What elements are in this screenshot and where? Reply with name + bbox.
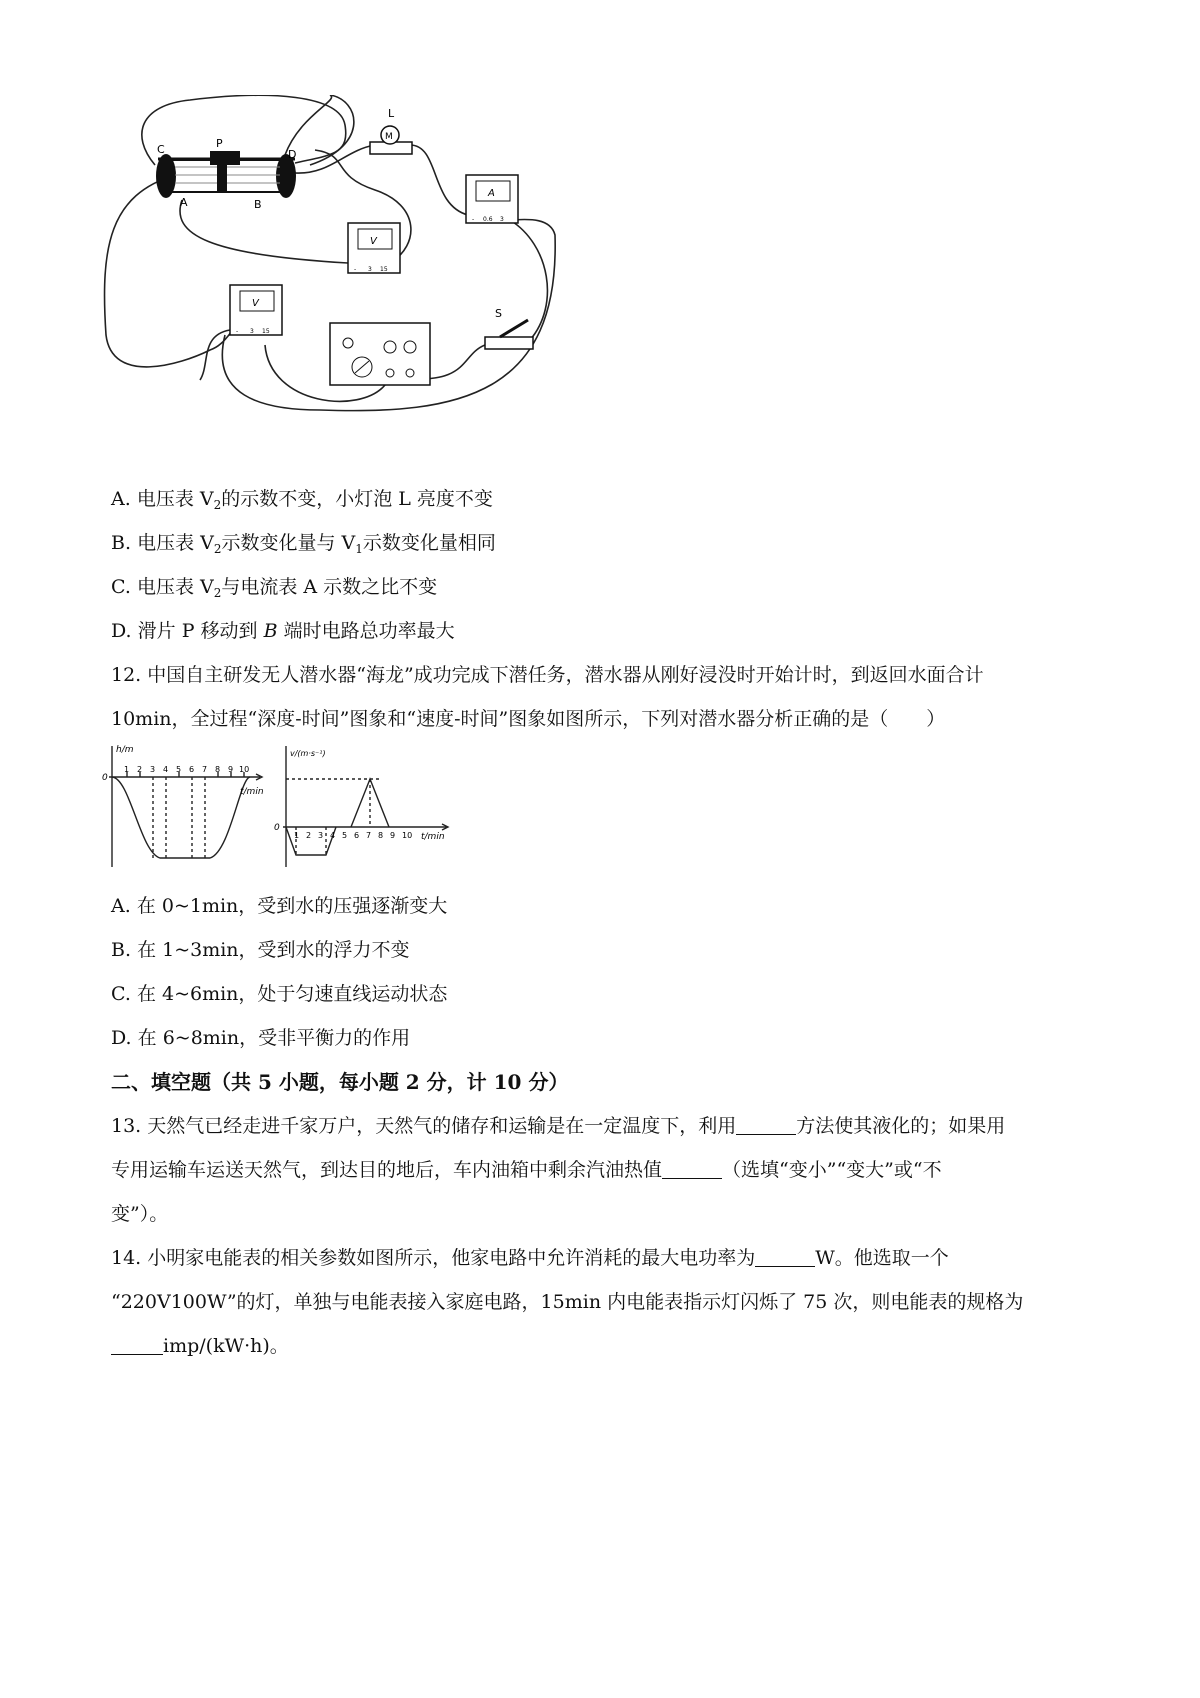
option-text: 的示数不变，小灯泡 L 亮度不变 [221, 488, 493, 510]
power-supply [330, 323, 430, 385]
ammeter-scale-minus: - [472, 216, 475, 223]
option-text: 在 6~8min，受非平衡力的作用 [137, 1027, 411, 1049]
q11-option-d [111, 617, 455, 645]
label-C: C [157, 143, 165, 156]
depth-tick: 10 [239, 765, 250, 774]
v1-scale-15: 15 [380, 266, 388, 273]
depth-xlabel: t/min [240, 787, 264, 797]
v2-scale-minus: - [236, 328, 239, 335]
q12-option-a [111, 892, 447, 920]
speed-tick: 5 [342, 831, 348, 840]
speed-tick: 1 [294, 831, 300, 840]
answer-blank[interactable] [736, 1116, 796, 1135]
subscript: 1 [355, 542, 363, 556]
option-letter: D. [111, 1027, 132, 1049]
q12-option-b [111, 936, 410, 964]
section-heading: 二、填空题（共 5 小题，每小题 2 分，计 10 分） [111, 1070, 569, 1094]
label-P: P [216, 137, 223, 150]
question-text: 专用运输车运送天然气，到达目的地后，车内油箱中剩余汽油热值 [111, 1159, 663, 1181]
ammeter-symbol: A [488, 188, 495, 199]
subscript: 2 [213, 586, 222, 600]
v2-scale-15: 15 [262, 328, 270, 335]
ammeter [466, 175, 518, 223]
depth-tick: 8 [215, 765, 221, 774]
q11-option-a [111, 485, 493, 519]
speed-tick: 10 [402, 831, 413, 840]
v1-scale-minus: - [354, 266, 357, 273]
circuit-diagram [100, 95, 600, 465]
speed-tick: 9 [390, 831, 396, 840]
depth-tick: 7 [202, 765, 208, 774]
q13-line3: 变”）。 [111, 1203, 169, 1225]
v2-scale-3: 3 [250, 328, 254, 335]
depth-time-graph [100, 742, 272, 870]
speed-tick: 8 [378, 831, 384, 840]
option-text: 滑片 P 移动到 [137, 620, 264, 642]
q14-line2: “220V100W”的灯，单独与电能表接入家庭电路，15min 内电能表指示灯闪烁了 75 次，则电能表的规格为 [111, 1291, 1024, 1313]
q14-line1 [111, 1244, 949, 1272]
option-letter: C. [111, 576, 131, 598]
depth-tick: 5 [176, 765, 182, 774]
q12-stem-line2: 10min，全过程“深度-时间”图象和“速度-时间”图象如图所示，下列对潜水器分析正确的是（ ） [111, 708, 946, 730]
option-text: 电压表 V [137, 532, 214, 554]
ammeter-scale-06: 0.6 [483, 216, 493, 223]
speed-tick: 7 [366, 831, 372, 840]
q11-option-c [111, 573, 437, 607]
ammeter-scale-3: 3 [500, 216, 504, 223]
option-text: 在 0~1min，受到水的压强逐渐变大 [136, 895, 448, 917]
option-letter: A. [111, 488, 131, 510]
label-L: L [388, 107, 395, 120]
rheostat [156, 137, 296, 211]
option-letter: D. [111, 620, 132, 642]
option-letter: A. [111, 895, 131, 917]
depth-ylabel: h/m [116, 745, 134, 755]
option-text: 在 4~6min，处于匀速直线运动状态 [136, 983, 448, 1005]
q12-option-c [111, 980, 447, 1008]
speed-time-graph [272, 742, 454, 870]
voltmeter2-symbol: V [252, 298, 259, 309]
depth-origin: 0 [102, 773, 108, 783]
voltmeter1-symbol: V [370, 236, 377, 247]
q13-line2 [111, 1156, 942, 1184]
q11-option-b [111, 529, 496, 563]
answer-blank[interactable] [111, 1336, 163, 1355]
option-text: 电压表 V [136, 576, 214, 598]
label-M: M [385, 132, 393, 142]
lamp [370, 107, 412, 154]
option-text: 与电流表 A 示数之比不变 [221, 576, 438, 598]
speed-xlabel: t/min [421, 832, 445, 842]
speed-tick: 2 [306, 831, 312, 840]
subscript: 2 [213, 542, 222, 556]
voltmeter-v2 [230, 285, 282, 335]
q14-line3 [111, 1332, 289, 1360]
option-text: 电压表 V [136, 488, 214, 510]
speed-tick: 6 [354, 831, 360, 840]
question-text: 14. 小明家电能表的相关参数如图所示，他家电路中允许消耗的最大电功率为 [111, 1247, 756, 1269]
label-D: D [288, 148, 297, 161]
depth-tick: 2 [137, 765, 143, 774]
v1-scale-3: 3 [368, 266, 372, 273]
depth-tick: 1 [124, 765, 130, 774]
option-text: 在 1~3min，受到水的浮力不变 [137, 939, 410, 961]
option-text: 示数变化量与 V [221, 532, 356, 554]
depth-tick: 4 [163, 765, 169, 774]
question-text: 方法使其液化的；如果用 [796, 1115, 1006, 1137]
label-A: A [180, 196, 188, 209]
option-text: 端时电路总功率最大 [277, 620, 455, 642]
option-text: 示数变化量相同 [362, 532, 496, 554]
subscript: 2 [213, 498, 222, 512]
answer-blank[interactable] [755, 1248, 815, 1267]
switch [485, 307, 533, 349]
speed-tick: 4 [330, 831, 336, 840]
option-italic: B [263, 620, 278, 642]
q12-stem-line1: 12. 中国自主研发无人潜水器“海龙”成功完成下潜任务，潜水器从刚好浸没时开始计时，到返回水面合计 [111, 664, 984, 686]
option-letter: B. [111, 532, 132, 554]
depth-tick: 6 [189, 765, 195, 774]
voltmeter-v1 [348, 223, 400, 273]
q13-line1 [111, 1112, 1005, 1140]
speed-tick: 3 [318, 831, 324, 840]
question-text: W。他选取一个 [815, 1247, 949, 1269]
question-text: imp/(kW·h)。 [163, 1335, 289, 1357]
speed-ylabel: v/(m·s⁻¹) [290, 749, 326, 758]
q12-option-d [111, 1024, 410, 1052]
label-S: S [495, 307, 502, 320]
depth-tick: 3 [150, 765, 156, 774]
option-letter: C. [111, 983, 131, 1005]
question-text: 13. 天然气已经走进千家万户，天然气的储存和运输是在一定温度下，利用 [111, 1115, 737, 1137]
depth-tick: 9 [228, 765, 234, 774]
speed-origin: 0 [274, 823, 280, 833]
question-text: （选填“变小”“变大”或“不 [722, 1159, 942, 1181]
label-B: B [254, 198, 262, 211]
answer-blank[interactable] [662, 1160, 722, 1179]
option-letter: B. [111, 939, 132, 961]
